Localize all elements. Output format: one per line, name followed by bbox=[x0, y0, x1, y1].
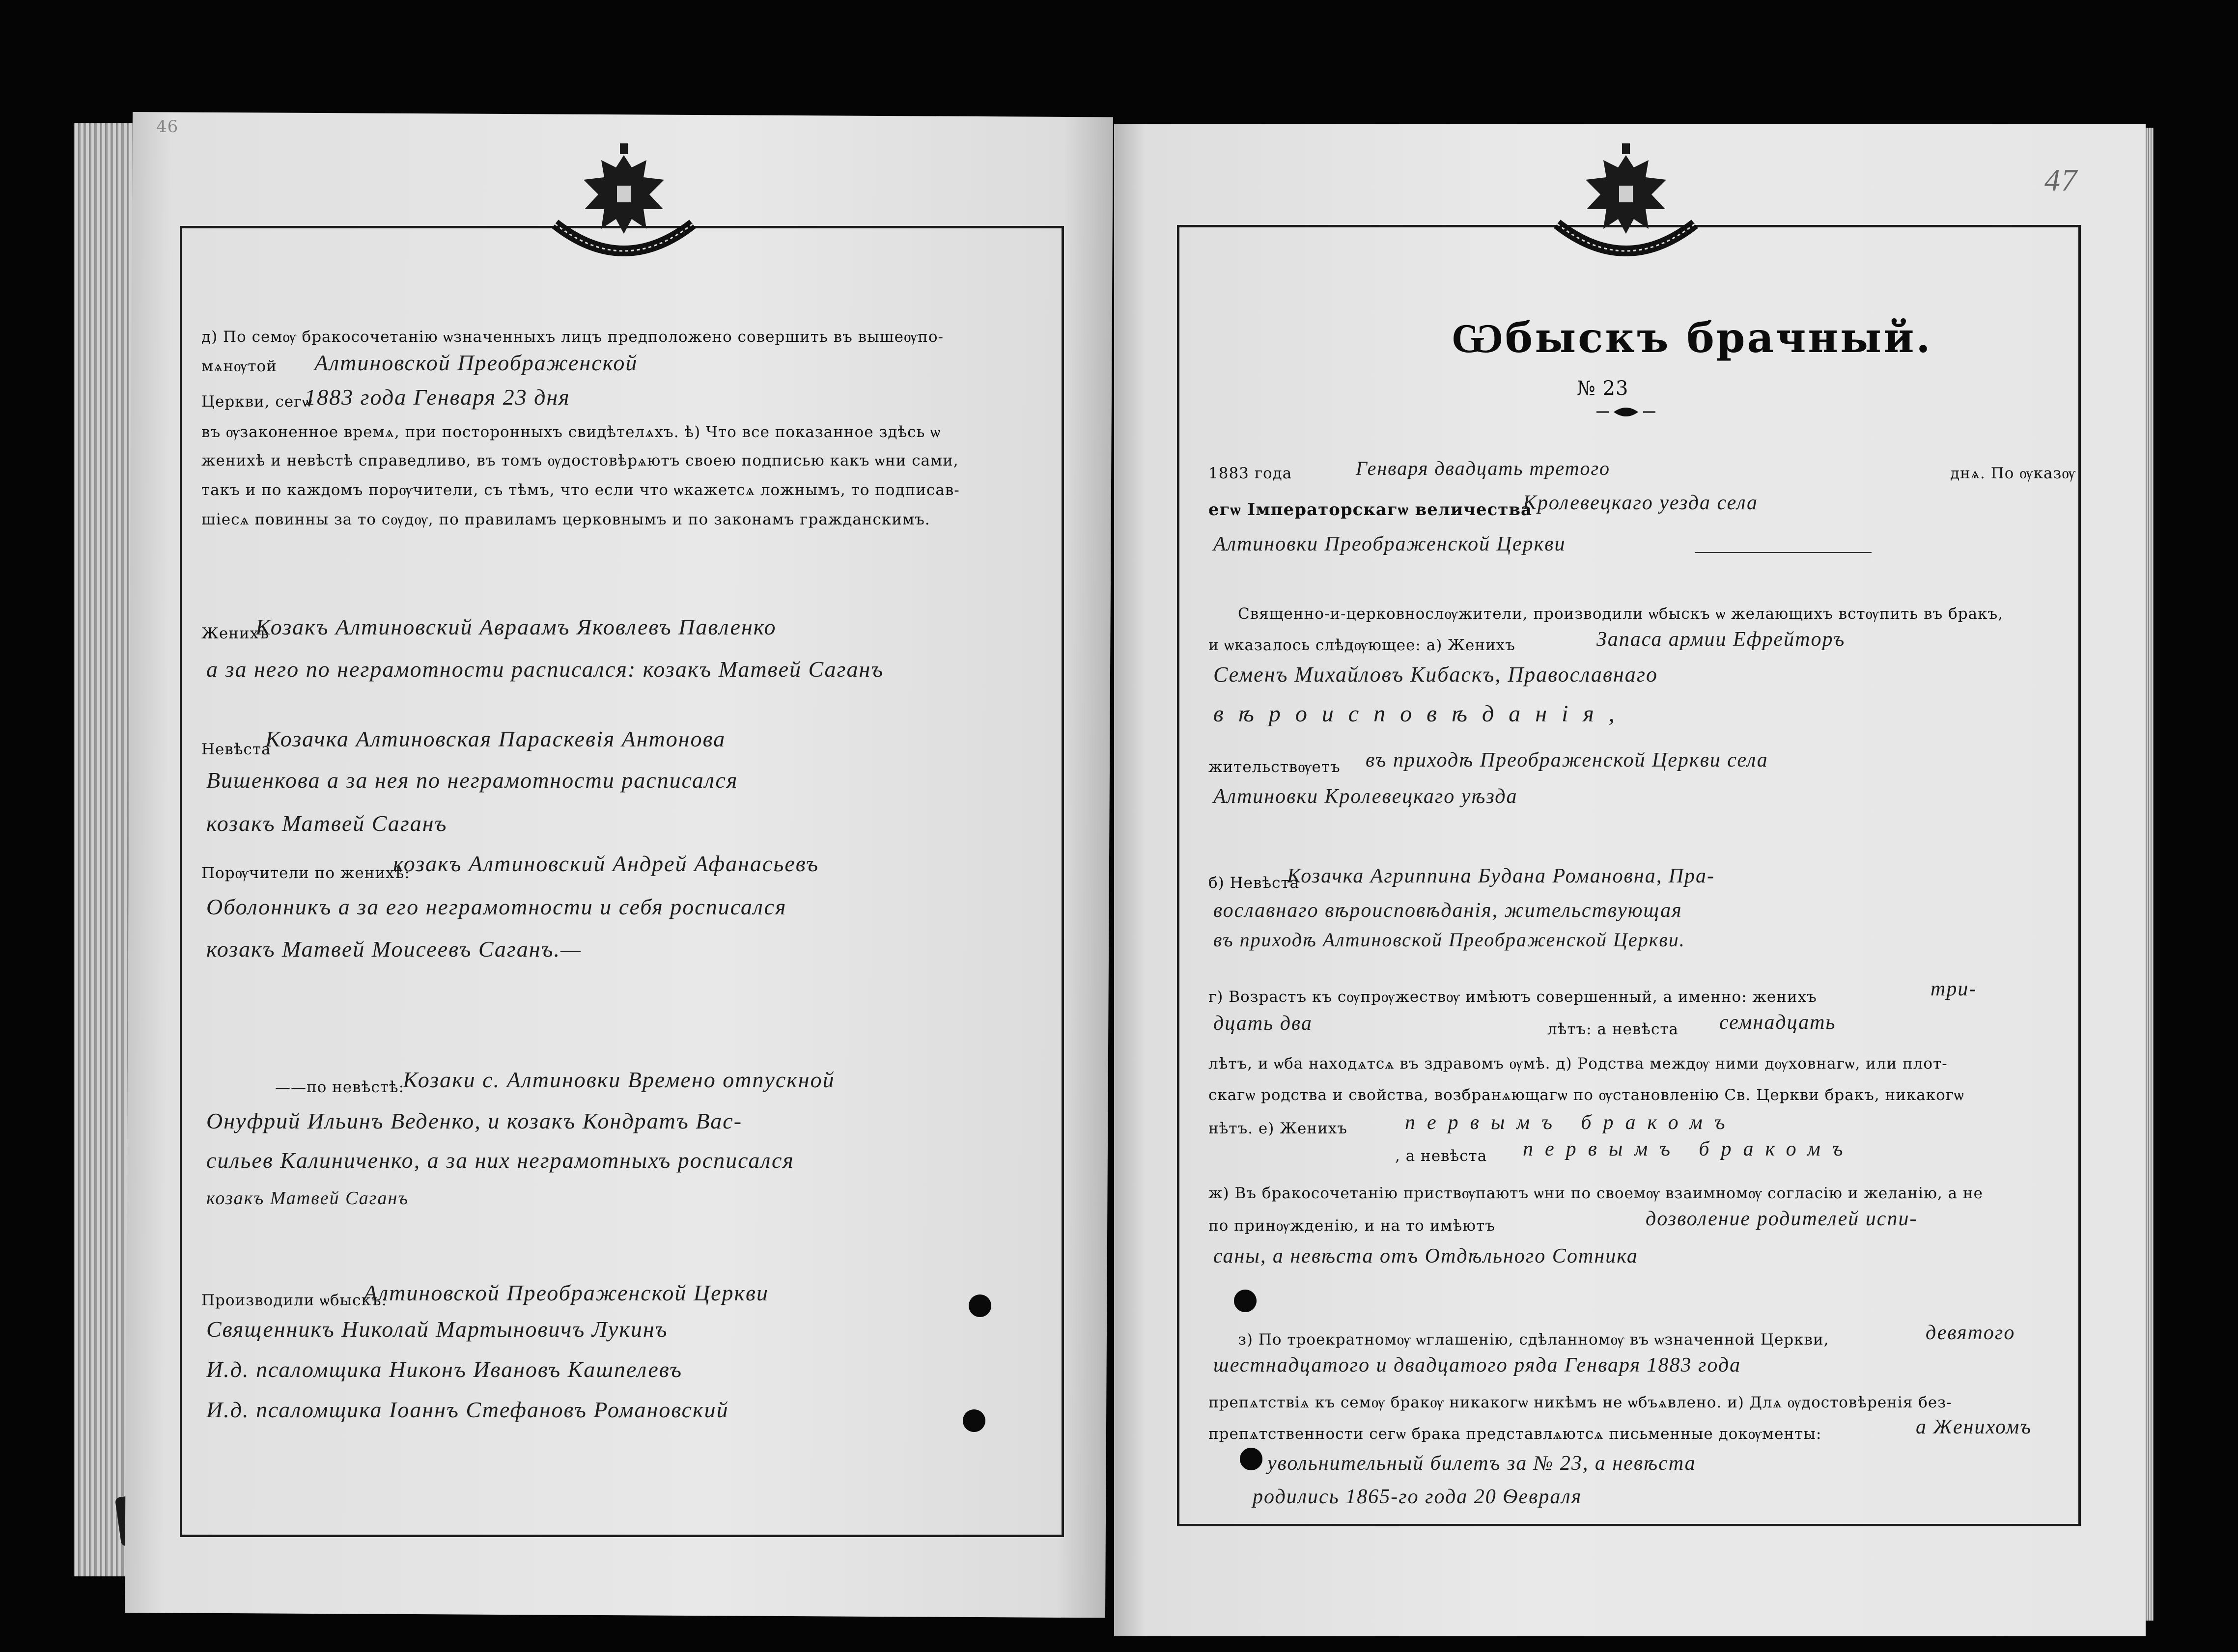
right-line-17-hand: первымъ бракомъ bbox=[1405, 1111, 1737, 1134]
right-line-23-hand: шестнадцатого и двадцатого ряда Генваря 1883 года bbox=[1213, 1354, 1741, 1377]
right-line-22-label: з) По троекратномѹ ѡглашенію, сдѣланномѹ въ ѡзначенной Церкви, bbox=[1238, 1331, 1829, 1349]
left-line-3-label: Церкви, сегѡ bbox=[201, 393, 313, 411]
right-line-19: ж) Въ бракосочетанію приствѹпаютъ ѡни по своемѹ взаимномѹ согласію и желанію, а не bbox=[1208, 1184, 1984, 1202]
imperial-eagle-emblem-left bbox=[535, 140, 712, 268]
right-line-5-label: и ѡказалось слѣдѹющее: а) Женихъ bbox=[1208, 636, 1515, 654]
right-line-8-hand: въ приходѣ Преображенской Церкви села bbox=[1366, 749, 1768, 771]
binding-hole-right-2 bbox=[1240, 1448, 1262, 1470]
right-line-14-hand-2: семнадцать bbox=[1719, 1011, 1836, 1034]
right-line-18-label: , а невѣста bbox=[1395, 1147, 1487, 1165]
bride-guarantors-hand-4: козакъ Матвей Саганъ bbox=[206, 1188, 409, 1209]
right-line-4: Священно-и-церковнослѹжители, производили ѡбыскъ ѡ желающихъ встѹпить въ бракъ, bbox=[1238, 605, 2004, 623]
right-line-2-hand: Кролевецкаго уезда села bbox=[1523, 492, 1759, 514]
right-line-10-hand: Козачка Агриппина Будана Романовна, Пра- bbox=[1287, 865, 1715, 887]
binding-hole-left-2 bbox=[963, 1409, 985, 1432]
bride-guarantors-hand-3: сильев Калиниченко, а за них неграмотныхъ росписался bbox=[206, 1148, 794, 1173]
imperial-eagle-emblem-right bbox=[1538, 140, 1714, 268]
right-line-20-label: по принѹжденію, и на то имѣютъ bbox=[1208, 1217, 1496, 1235]
bride-hand-1: Козачка Алтиновская Параскевія Антонова bbox=[265, 726, 726, 751]
left-line-7: шіесѧ повинны за то сѹдѹ, по правиламъ церковнымъ и по законамъ гражданскимъ. bbox=[201, 511, 930, 528]
right-line-26-hand: увольнительный билетъ за № 23, а невѣста bbox=[1267, 1452, 1696, 1475]
right-line-7-hand: вѣроисповѣданія, bbox=[1213, 701, 1629, 727]
performers-hand-1: Алтиновской Преображенской Церкви bbox=[364, 1280, 769, 1305]
bride-guarantors-label: ——по невѣстѣ: bbox=[275, 1078, 404, 1096]
bride-guarantors-hand-1: Козаки с. Алтиновки Времено отпускной bbox=[403, 1067, 835, 1092]
left-line-2-hand: Алтиновской Преображенской bbox=[314, 350, 638, 375]
document-title: Ѡбыскъ брачный. bbox=[1452, 313, 1932, 362]
right-line-12-hand: въ приходѣ Алтиновской Преображенской Церкви. bbox=[1213, 929, 1685, 951]
groom-guarantors-hand-1: козакъ Алтиновский Андрей Афанасьевъ bbox=[393, 851, 819, 876]
ornament-divider bbox=[1594, 406, 1658, 418]
right-line-22-hand: девятого bbox=[1926, 1322, 2015, 1344]
bride-guarantors-hand-2: Онуфрий Ильинъ Веденко, и козакъ Кондратъ Вас- bbox=[206, 1108, 743, 1133]
right-line-15: лѣтъ, и ѡба находѧтсѧ въ здравомъ ѹмѣ. д) Родства междѹ ними дѹховнагѡ, или плот- bbox=[1208, 1055, 1948, 1073]
bride-hand-2: Вишенкова а за нея по неграмотности расписался bbox=[206, 768, 738, 793]
right-line-11-hand: вославнаго вѣроисповѣданія, жительствующая bbox=[1213, 899, 1682, 922]
right-line-1-b: днѧ. По ѹказѹ bbox=[1950, 465, 2076, 482]
groom-guarantors-hand-3: козакъ Матвей Моисеевъ Саганъ.— bbox=[206, 936, 582, 962]
groom-guarantors-hand-2: Оболонникъ а за его неграмотности и себя росписался bbox=[206, 894, 787, 919]
right-line-1-a: 1883 года bbox=[1208, 465, 1292, 482]
left-line-3-hand: 1883 года Генваря 23 дня bbox=[305, 385, 570, 410]
performers-hand-4: И.д. псаломщика Іоаннъ Стефановъ Романовский bbox=[206, 1397, 729, 1422]
right-line-18-hand: первымъ бракомъ bbox=[1523, 1138, 1855, 1160]
left-line-4: въ ѹзаконенное времѧ, при посторонныхъ свидѣтелѧхъ. ѣ) Что все показанное здѣсь ѡ bbox=[201, 423, 941, 441]
right-line-10-label: б) Невѣста bbox=[1208, 874, 1300, 892]
right-line-1-hand: Генваря двадцать третого bbox=[1356, 457, 1611, 479]
right-line-5-hand: Запаса армии Ефрейторъ bbox=[1596, 628, 1846, 651]
record-number: № 23 bbox=[1577, 377, 1629, 400]
right-line-9-hand: Алтиновки Кролевецкаго уѣзда bbox=[1213, 785, 1518, 808]
groom-hand-2: а за него по неграмотности расписался: козакъ Матвей Саганъ bbox=[206, 657, 884, 682]
right-line-25-hand: а Женихомъ bbox=[1916, 1416, 2032, 1438]
right-line-6-hand: Семенъ Михайловъ Кибаскъ, Православнаго bbox=[1213, 662, 1658, 687]
bride-label: Невѣста bbox=[201, 741, 271, 758]
right-line-14-label: лѣтъ: а невѣста bbox=[1547, 1020, 1679, 1038]
right-line-3-hand: Алтиновки Преображенской Церкви bbox=[1213, 533, 1566, 555]
right-line-21-hand: саны, а невѣста отъ Отдѣльного Сотника bbox=[1213, 1245, 1638, 1267]
right-line-13-hand: три- bbox=[1930, 978, 1977, 1000]
right-line-8-label: жительствѹетъ bbox=[1208, 758, 1341, 776]
binding-hole-right-1 bbox=[1234, 1290, 1257, 1312]
left-line-2-label: мѧнѹтой bbox=[201, 358, 277, 375]
groom-label: Женихъ bbox=[201, 625, 269, 642]
left-line-6: такъ и по каждомъ порѹчители, съ тѣмъ, что если что ѡкажетсѧ ложнымъ, то подписав- bbox=[201, 481, 960, 499]
right-line-13-label: г) Возрастъ къ сѹпрѹжествѹ имѣютъ совершенный, а именно: женихъ bbox=[1208, 988, 1817, 1006]
right-line-25-label: препѧтственности сегѡ брака представлѧютсѧ письменные докѹменты: bbox=[1208, 1425, 1822, 1443]
performers-hand-3: И.д. псаломщика Никонъ Ивановъ Кашпелевъ bbox=[206, 1357, 683, 1382]
left-line-5: женихѣ и невѣстѣ справедливо, въ томъ ѹдостовѣрѧютъ своею подписью какъ ѡни сами, bbox=[201, 452, 959, 469]
right-line-14-hand: дцать два bbox=[1213, 1012, 1313, 1035]
performers-hand-2: Священникъ Николай Мартыновичъ Лукинъ bbox=[206, 1317, 668, 1342]
right-line-16: скагѡ родства и свойства, возбранѧющагѡ по ѹстановленію Св. Церкви бракъ, никакогѡ bbox=[1208, 1086, 1964, 1104]
left-line-1: д) По семѹ бракосочетанію ѡзначенныхъ лицъ предположено совершить въ вышеѹпо- bbox=[201, 328, 944, 346]
right-line-2-label: егѡ Імператорскагѡ величества bbox=[1208, 500, 1532, 520]
binding-hole-left-1 bbox=[969, 1294, 991, 1317]
right-line-3-rule bbox=[1695, 552, 1872, 553]
right-page-edges bbox=[2146, 128, 2154, 1621]
groom-guarantors-label: Порѹчители по женихѣ: bbox=[201, 864, 410, 882]
left-corner-mark: 46 bbox=[156, 117, 179, 137]
book-page-edges bbox=[74, 123, 133, 1576]
groom-hand-1: Козакъ Алтиновский Авраамъ Яковлевъ Павленко bbox=[255, 614, 777, 639]
bride-hand-3: козакъ Матвей Саганъ bbox=[206, 811, 448, 836]
performers-label: Производили ѡбыскъ: bbox=[201, 1292, 388, 1309]
right-line-27-hand: родились 1865-го года 20 Ѳевраля bbox=[1253, 1486, 1582, 1508]
right-line-24: препѧтствіѧ къ семѹ бракѹ никакогѡ никѣмъ не ѡбъѧвлено. и) Длѧ ѹдостовѣренія без- bbox=[1208, 1394, 1952, 1411]
right-line-20-hand: дозволение родителей испи- bbox=[1646, 1208, 1918, 1230]
right-page-number: 47 bbox=[2044, 163, 2078, 197]
right-line-17-label: нѣтъ. е) Женихъ bbox=[1208, 1120, 1347, 1137]
